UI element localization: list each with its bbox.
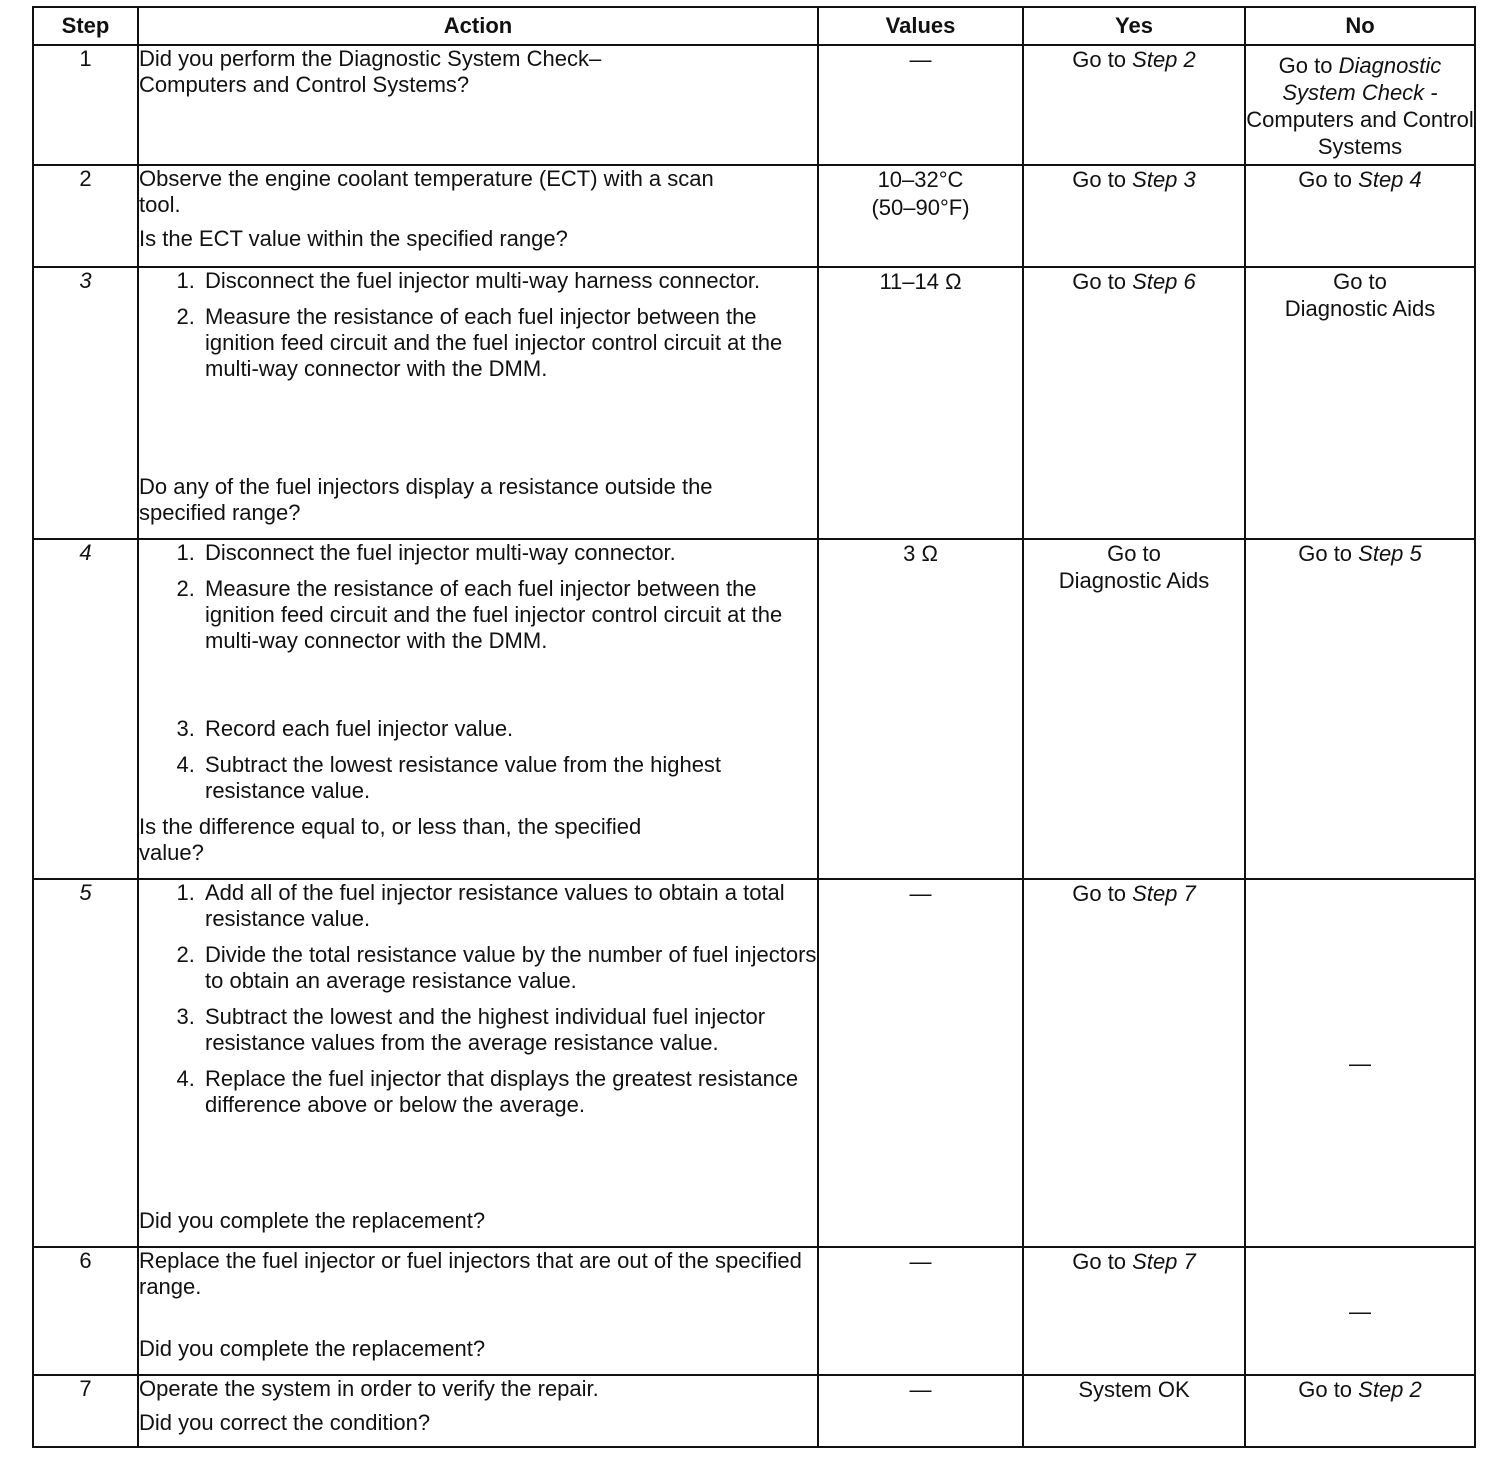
yes-cell: [1023, 165, 1245, 267]
action-question: Did you complete the replacement?: [139, 1208, 486, 1233]
no-cell: —: [1245, 1247, 1475, 1375]
yes-cell: [1023, 267, 1245, 539]
table-row: [33, 165, 1475, 267]
action-text: Did you perform the Diagnostic System Check– Computers and Control Systems?: [139, 46, 602, 97]
yes-line1: Go to: [1107, 541, 1161, 566]
table-row: [33, 539, 1475, 879]
list-item: 3. Subtract the lowest and the highest individual fuel injector resistance values from the average resistance value.: [201, 1004, 817, 1056]
diagnostic-table-page: [32, 6, 1474, 1448]
action-cell: [138, 1375, 818, 1447]
no-prefix: Go to: [1278, 53, 1339, 78]
list-item: 1. Disconnect the fuel injector multi-way connector.: [201, 540, 817, 566]
header-yes: Yes: [1023, 7, 1245, 45]
action-cell: [138, 1247, 818, 1375]
table-row: [33, 1375, 1475, 1447]
yes-cell: [1023, 1247, 1245, 1375]
table-row: [33, 267, 1475, 539]
list-item: 1. Add all of the fuel injector resistance values to obtain a total resistance value.: [201, 880, 817, 932]
no-cell: [1245, 267, 1475, 539]
action-question: Is the difference equal to, or less than, the specified value?: [139, 814, 642, 865]
action-cell: [138, 539, 818, 879]
header-no: No: [1245, 7, 1475, 45]
table-row: [33, 879, 1475, 1247]
yes-cell: [1023, 879, 1245, 1247]
step-number: 1: [33, 45, 138, 165]
values-cell: [818, 165, 1023, 267]
action-question: Is the ECT value within the specified range?: [139, 226, 568, 251]
no-prefix: Go to: [1298, 1377, 1359, 1402]
list-item: 2. Measure the resistance of each fuel injector between the ignition feed circuit and the fuel injector control circuit at the multi-way connector with the DMM.: [201, 304, 817, 382]
list-item: 3. Record each fuel injector value.: [201, 716, 817, 742]
no-link: Diagnostic System Check -: [1282, 53, 1442, 105]
step-number: 2: [33, 165, 138, 267]
list-item: 4. Replace the fuel injector that displays the greatest resistance difference above or below the average.: [201, 1066, 817, 1118]
values-cell: —: [818, 1375, 1023, 1447]
step-number: 4: [33, 539, 138, 879]
values-fahrenheit: (50–90°F): [871, 195, 970, 220]
table-row: [33, 1247, 1475, 1375]
action-question: Do any of the fuel injectors display a resistance outside the specified range?: [139, 474, 713, 525]
step-number: 6: [33, 1247, 138, 1375]
yes-link: Step 2: [1132, 47, 1196, 72]
action-steps: [139, 268, 817, 392]
no-prefix: Go to: [1298, 167, 1359, 192]
no-cell: [1245, 539, 1475, 879]
yes-link: Step 7: [1132, 881, 1196, 906]
table-row: [33, 45, 1475, 165]
values-celsius: 10–32°C: [877, 167, 964, 192]
yes-prefix: Go to: [1072, 47, 1133, 72]
header-row: [33, 7, 1475, 45]
values-cell: —: [818, 879, 1023, 1247]
no-suffix: Computers and Control Systems: [1246, 107, 1474, 159]
action-text: Observe the engine coolant temperature (ECT) with a scan tool.: [139, 166, 714, 217]
list-item: 4. Subtract the lowest resistance value from the highest resistance value.: [201, 752, 817, 804]
list-item: 2. Divide the total resistance value by the number of fuel injectors to obtain an average resistance value.: [201, 942, 817, 994]
yes-line2: Diagnostic Aids: [1058, 568, 1210, 593]
action-steps: [139, 880, 817, 1128]
action-cell: [138, 165, 818, 267]
yes-prefix: Go to: [1072, 881, 1133, 906]
action-question: Did you correct the condition?: [139, 1410, 431, 1435]
no-line2: Diagnostic Aids: [1284, 296, 1436, 321]
values-cell: —: [818, 1247, 1023, 1375]
values-cell: 11–14 Ω: [818, 267, 1023, 539]
header-step: Step: [33, 7, 138, 45]
no-cell: [1245, 1375, 1475, 1447]
step-number: 7: [33, 1375, 138, 1447]
action-steps: [139, 716, 817, 804]
no-line1: Go to: [1333, 269, 1387, 294]
no-cell: —: [1245, 879, 1475, 1247]
action-cell: [138, 267, 818, 539]
yes-cell: [1023, 45, 1245, 165]
list-item: 1. Disconnect the fuel injector multi-way harness connector.: [201, 268, 817, 294]
action-question: Did you complete the replacement?: [139, 1336, 486, 1361]
action-text: Operate the system in order to verify the repair.: [139, 1376, 599, 1401]
action-cell: [138, 45, 818, 165]
no-cell: [1245, 165, 1475, 267]
yes-link: Step 6: [1132, 269, 1196, 294]
action-text: Replace the fuel injector or fuel injectors that are out of the specified range.: [139, 1248, 802, 1299]
step-number: 3: [33, 267, 138, 539]
diagnostic-table: [32, 6, 1476, 1448]
header-values: Values: [818, 7, 1023, 45]
no-cell: [1245, 45, 1475, 165]
yes-link: Step 7: [1132, 1249, 1196, 1274]
no-prefix: Go to: [1298, 541, 1359, 566]
yes-prefix: Go to: [1072, 269, 1133, 294]
header-action: Action: [138, 7, 818, 45]
yes-prefix: Go to: [1072, 167, 1133, 192]
no-link: Step 5: [1358, 541, 1422, 566]
action-cell: [138, 879, 818, 1247]
yes-cell: System OK: [1023, 1375, 1245, 1447]
values-cell: 3 Ω: [818, 539, 1023, 879]
yes-cell: [1023, 539, 1245, 879]
step-number: 5: [33, 879, 138, 1247]
action-steps: [139, 540, 817, 664]
list-item: 2. Measure the resistance of each fuel injector between the ignition feed circuit and the fuel injector control circuit at the multi-way connector with the DMM.: [201, 576, 817, 654]
yes-prefix: Go to: [1072, 1249, 1133, 1274]
no-link: Step 4: [1358, 167, 1422, 192]
no-link: Step 2: [1358, 1377, 1422, 1402]
yes-link: Step 3: [1132, 167, 1196, 192]
values-cell: —: [818, 45, 1023, 165]
